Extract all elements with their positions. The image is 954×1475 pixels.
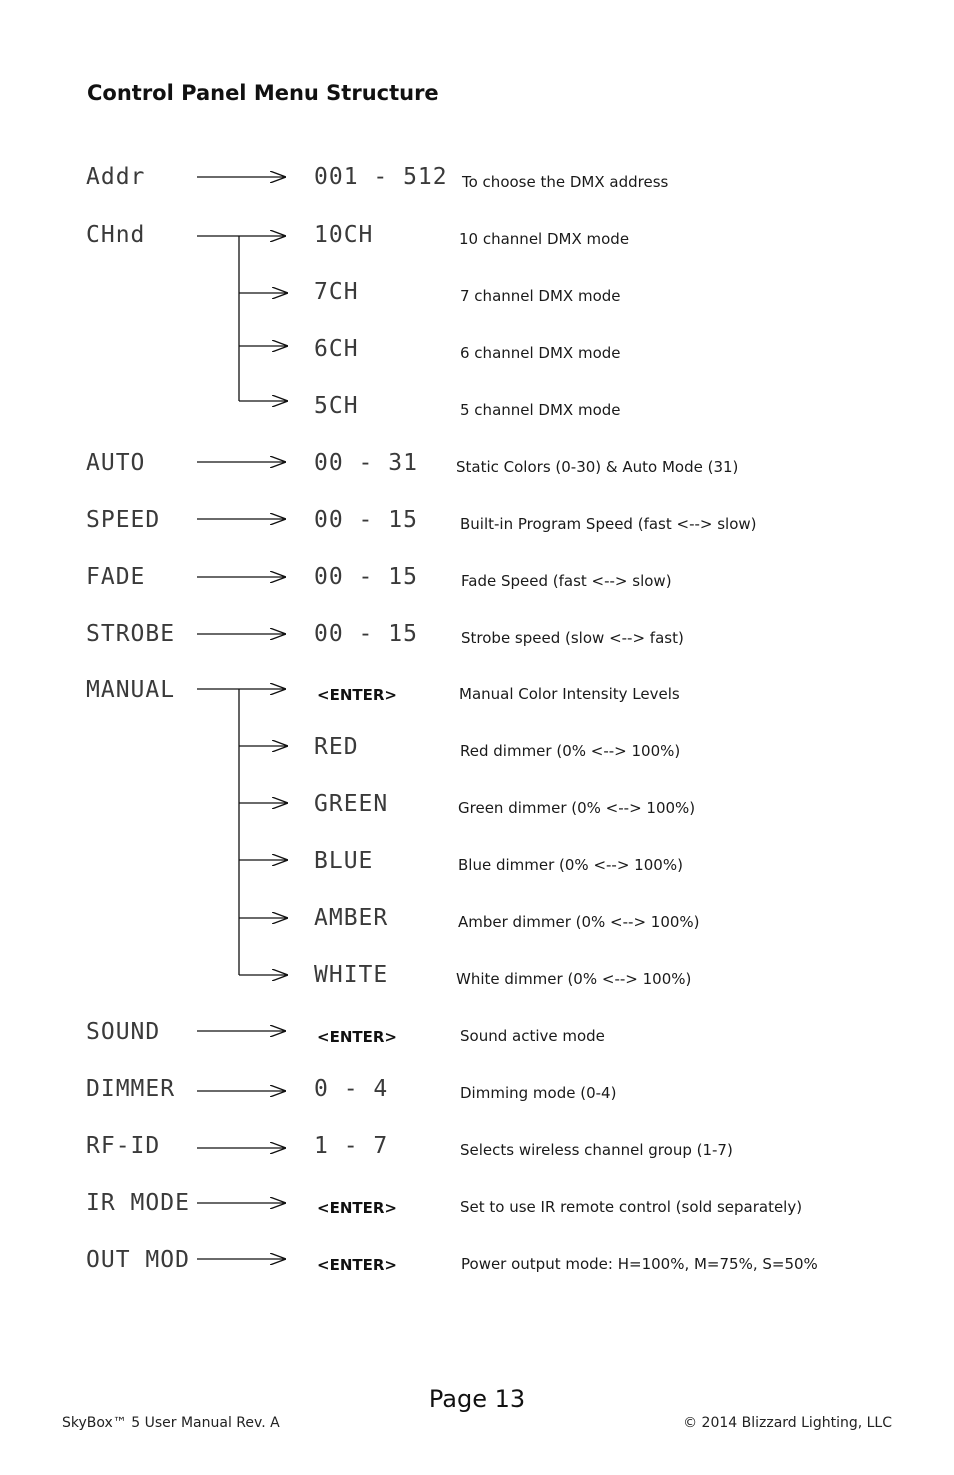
menu-desc-speed: Built-in Program Speed (fast <--> slow)	[460, 515, 757, 533]
menu-label-auto: AUTO	[86, 450, 146, 476]
menu-value-7ch: 7CH	[314, 279, 359, 305]
menu-value-dimmer: 0 - 4	[314, 1076, 389, 1102]
menu-desc-outmod: Power output mode: H=100%, M=75%, S=50%	[461, 1255, 818, 1273]
page-number: Page 13	[428, 1385, 526, 1413]
menu-value-auto: 00 - 31	[314, 450, 418, 476]
menu-desc-addr: To choose the DMX address	[462, 173, 669, 191]
menu-desc-fade: Fade Speed (fast <--> slow)	[461, 572, 672, 590]
menu-desc-auto: Static Colors (0-30) & Auto Mode (31)	[456, 458, 739, 476]
menu-desc-amber: Amber dimmer (0% <--> 100%)	[458, 913, 700, 931]
footer-manual-title: SkyBox™ 5 User Manual Rev. A	[62, 1415, 280, 1431]
menu-value-blue: BLUE	[314, 848, 374, 874]
menu-value-fade: 00 - 15	[314, 564, 418, 590]
menu-label-irmode: IR MODE	[86, 1190, 190, 1216]
menu-desc-sound: Sound active mode	[460, 1027, 605, 1045]
menu-desc-white: White dimmer (0% <--> 100%)	[456, 970, 692, 988]
footer-copyright: © 2014 Blizzard Lighting, LLC	[683, 1415, 892, 1431]
menu-value-strobe: 00 - 15	[314, 621, 418, 647]
menu-desc-manual: Manual Color Intensity Levels	[459, 685, 680, 703]
menu-label-manual: MANUAL	[86, 677, 176, 703]
menu-label-fade: FADE	[86, 564, 146, 590]
menu-value-irmode-enter: <ENTER>	[317, 1199, 397, 1217]
menu-value-amber: AMBER	[314, 905, 389, 931]
menu-desc-5ch: 5 channel DMX mode	[460, 401, 621, 419]
menu-desc-green: Green dimmer (0% <--> 100%)	[458, 799, 696, 817]
menu-value-sound-enter: <ENTER>	[317, 1028, 397, 1046]
page-title: Control Panel Menu Structure	[87, 81, 439, 105]
menu-label-addr: Addr	[86, 164, 146, 190]
menu-desc-red: Red dimmer (0% <--> 100%)	[460, 742, 681, 760]
menu-label-dimmer: DIMMER	[86, 1076, 176, 1102]
menu-label-strobe: STROBE	[86, 621, 176, 647]
menu-desc-strobe: Strobe speed (slow <--> fast)	[461, 629, 684, 647]
menu-desc-irmode: Set to use IR remote control (sold separately)	[460, 1198, 803, 1216]
menu-desc-10ch: 10 channel DMX mode	[459, 230, 630, 248]
menu-desc-7ch: 7 channel DMX mode	[460, 287, 621, 305]
menu-desc-blue: Blue dimmer (0% <--> 100%)	[458, 856, 683, 874]
menu-value-addr: 001 - 512	[314, 164, 448, 190]
menu-value-green: GREEN	[314, 791, 389, 817]
menu-label-speed: SPEED	[86, 507, 161, 533]
menu-label-outmod: OUT MOD	[86, 1247, 190, 1273]
menu-value-red: RED	[314, 734, 359, 760]
menu-desc-rfid: Selects wireless channel group (1-7)	[460, 1141, 733, 1159]
menu-value-10ch: 10CH	[314, 222, 374, 248]
menu-desc-6ch: 6 channel DMX mode	[460, 344, 621, 362]
menu-value-manual-enter: <ENTER>	[317, 686, 397, 704]
menu-value-speed: 00 - 15	[314, 507, 418, 533]
menu-value-outmod-enter: <ENTER>	[317, 1256, 397, 1274]
menu-label-chnd: CHnd	[86, 222, 146, 248]
menu-value-5ch: 5CH	[314, 393, 359, 419]
menu-label-sound: SOUND	[86, 1019, 161, 1045]
menu-value-rfid: 1 - 7	[314, 1133, 389, 1159]
menu-desc-dimmer: Dimming mode (0-4)	[460, 1084, 617, 1102]
menu-value-6ch: 6CH	[314, 336, 359, 362]
menu-label-rfid: RF-ID	[86, 1133, 161, 1159]
menu-value-white: WHITE	[314, 962, 389, 988]
